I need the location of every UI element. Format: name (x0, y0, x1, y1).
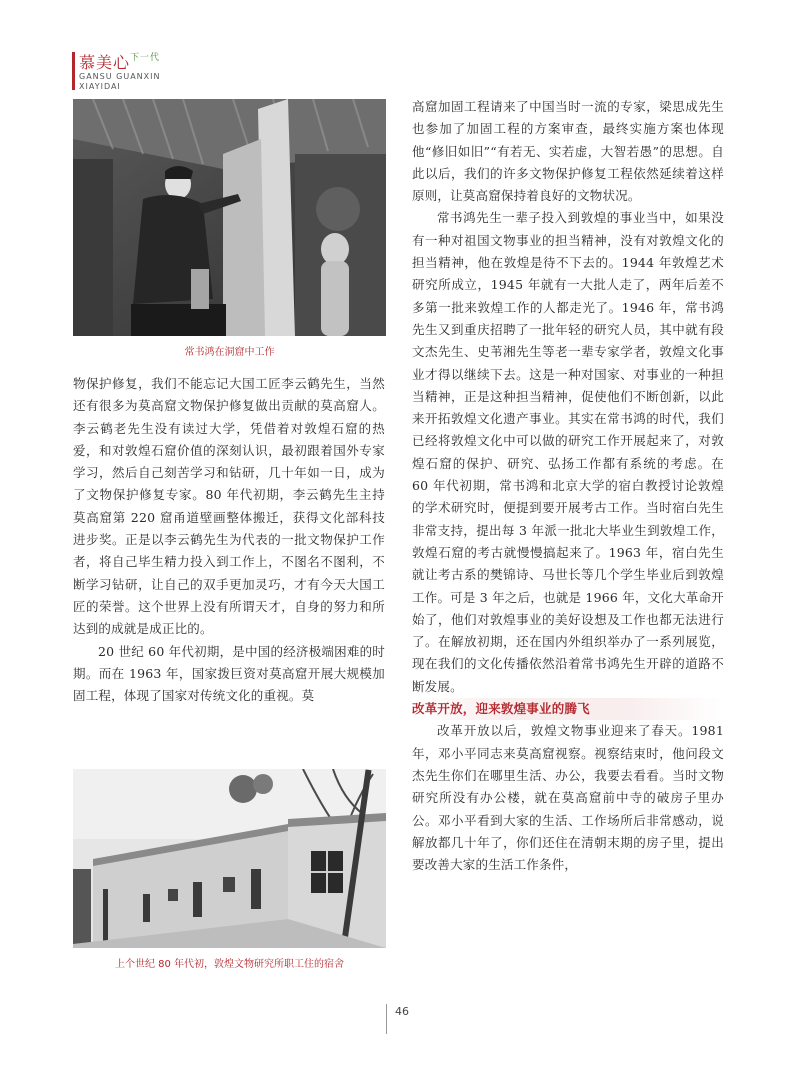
photo-painter-in-cave-image (73, 99, 386, 336)
left-paragraph-1: 物保护修复，我们不能忘记大国工匠李云鹤先生，当然还有很多为莫高窟文物保护修复做出贡献的莫高窟人。李云鹤老先生没有读过大学，凭借着对敦煌石窟的热爱，和对敦煌石窟价值的深刻认识，最初跟着国外专家学习，然后自己刻苦学习和钻研，几十年如一日，成为了文物保护修复专家。80 年代初期，李云鹤先生主持莫高窟第 220 窟甬道壁画整体搬迁，获得文化部科技进步奖。正是以李云鹤先生为代表的一批文物保护工作者，将自己毕生精力投入到工作上，不图名不图利，不断学习钻研，让自己的双手更加灵巧，才有今天大国工匠的荣誉。这个世界上没有所谓天才，自身的努力和所达到的成就是成正比的。 (73, 376, 385, 637)
figure1-caption: 常书鸿在洞窟中工作 (184, 347, 275, 358)
logo-title-text: 慕美心 (79, 53, 131, 72)
photo-dormitory (73, 769, 386, 948)
right-paragraph-1: 高窟加固工程请来了中国当时一流的专家，梁思成先生也参加了加固工程的方案审查，最终实施方案也体现他“修旧如旧”“有若无、实若虚，大智若愚”的思想。自此以后，我们的许多文物保护修复工程依然延续着这样原则，让莫高窟保持着良好的文物状况。 (412, 99, 724, 204)
magazine-logo (72, 50, 192, 94)
logo-accent-bar (72, 52, 75, 90)
left-paragraph-2: 20 世纪 60 年代初期，是中国的经济极端困难的时期。而在 1963 年，国家拨巨资对莫高窟开展大规模加固工程，体现了国家对传统文化的重视。莫 (73, 643, 385, 704)
section-subheading: 改革开放，迎来敦煌事业的腾飞 (412, 698, 724, 720)
logo-pinyin-line1: GANSU GUANXIN (79, 72, 161, 81)
left-column (73, 373, 385, 707)
page-number: 46 (386, 1004, 409, 1034)
photo-dormitory-image (73, 769, 386, 948)
right-paragraph-3: 改革开放以后，敦煌文物事业迎来了春天。1981 年，邓小平同志来莫高窟视察。视察结束时，他问段文杰先生你们在哪里生活、办公，我要去看看。当时文物研究所没有办公楼，就在莫高窟前中寺的破房子里办公。邓小平看到大家的生活、工作场所后非常感动，说解放都几十年了，你们还住在清朝末期的房子里，提出要改善大家的生活工作条件， (412, 723, 724, 873)
logo-subtitle-small: 下一代 (130, 53, 161, 63)
figure2-caption: 上个世纪 80 年代初，敦煌文物研究所职工住的宿舍 (114, 959, 345, 970)
logo-title (79, 50, 160, 73)
logo-pinyin-line2: XIAYIDAI (79, 82, 121, 91)
right-paragraph-2: 常书鸿先生一辈子投入到敦煌的事业当中，如果没有一种对祖国文物事业的担当精神，没有对敦煌文化的担当精神，他在敦煌是待不下去的。1944 年敦煌艺术研究所成立，1945 年就有一大批人走了，两年后差不多第一批来敦煌工作的人都走光了。1946 年，常书鸿先生又到重庆招聘了一批年轻的研究人员，其中就有段文杰先生、史苇湘先生等老一辈专家学者，敦煌文化事业才得以继续下去。这是一种对国家、对事业的一种担当精神，正是这种担当精神，促使他们不断创新，以此来开拓敦煌文化遗产事业。其实在常书鸿的时代，我们已经将敦煌文化中可以做的研究工作开展起来了，对敦煌石窟的保护、研究、弘扬工作都有系统的考虑。在 60 年代初期，常书鸿和北京大学的宿白教授讨论敦煌的学术研究时，便提到要开展考古工作。当时宿白先生非常支持，提出每 3 年派一批北大毕业生到敦煌工作，敦煌石窟的考古就慢慢搞起来了。1963 年，宿白先生就让考古系的樊锦诗、马世长等几个学生毕业后到敦煌工作。可是 3 年之后，也就是 1966 年，文化大革命开始了，他们对敦煌事业的美好设想及工作也都无法进行了。在解放初期，还在国内外组织举办了一系列展览，现在我们的文化传播依然沿着常书鸿先生开辟的道路不断发展。 (412, 210, 724, 694)
photo-painter-in-cave (73, 99, 386, 336)
right-column (412, 96, 724, 876)
